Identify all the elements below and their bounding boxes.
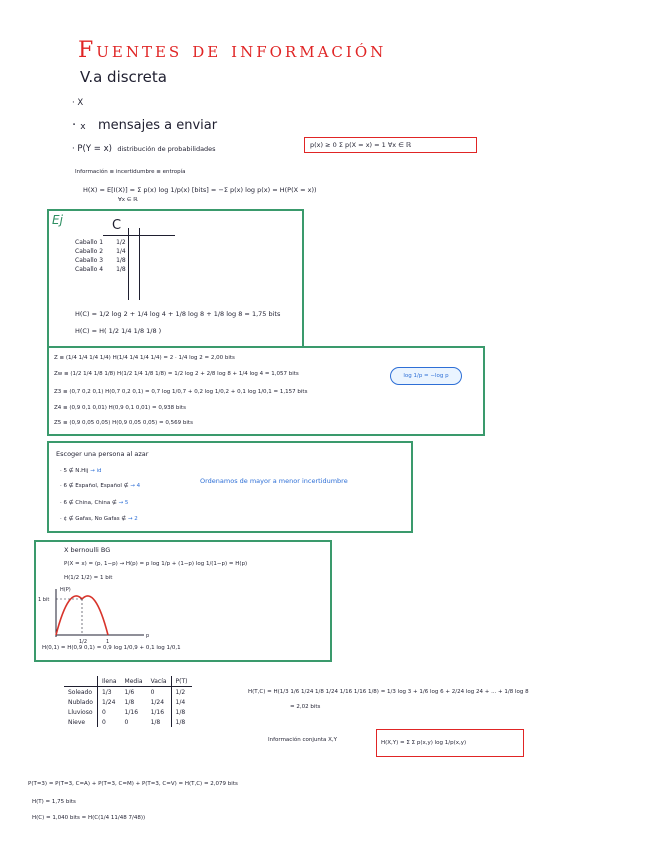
table-row: [72, 256, 129, 265]
bottom-line-2: H(T) = 1,75 bits: [32, 799, 76, 805]
horse-name: Caballo 2: [75, 248, 104, 255]
table-cell: 1/16: [150, 708, 165, 716]
plot-one-label: 1: [106, 639, 110, 645]
bernoulli-example: H(0,1) = H(0,9 0,1) = 0,9 log 1/0,9 + 0,1 log 1/0,1: [42, 645, 181, 651]
probability-box: p(x) ≥ 0 Σ p(X = x) = 1 ∀x ∈ ℝ: [304, 137, 477, 153]
table-cell: 0: [97, 717, 120, 727]
table-header: [64, 676, 97, 687]
table-cell: 0: [124, 718, 129, 726]
list-item-arrow: → 5: [118, 500, 129, 506]
table-cell: 1/8: [171, 717, 191, 727]
list-item-text: · ¢ ∉ Gafas, No Gafas ∉: [60, 516, 127, 522]
horse-prob: 1/8: [116, 266, 126, 273]
table-header: Ilena: [97, 676, 120, 687]
horse-prob: 1/8: [116, 257, 126, 264]
bullet-distribution-mark: P(Y = x): [77, 144, 112, 154]
joint-entropy-result: = 2,02 bits: [290, 704, 321, 710]
horse-name: Caballo 3: [75, 257, 104, 264]
table-cell: 1/6: [124, 688, 135, 696]
entropy-c-calc: H(C) = 1/2 log 2 + 1/4 log 4 + 1/8 log 8 + 1/8 log 8 = 1,75 bits: [75, 310, 281, 318]
table-header: P(T): [171, 676, 191, 687]
bullet-x-text: X: [77, 98, 84, 108]
plot-half-label: 1/2: [79, 639, 88, 645]
table-header: Vacía: [150, 677, 167, 685]
bullet-messages-mark: x: [80, 122, 86, 132]
entropy-example-line: Z ≡ (1/4 1/4 1/4 1/4) H(1/4 1/4 1/4 1/4) = 2 · 1/4 log 2 = 2,00 bits: [54, 355, 235, 361]
entropy-c-vector: H(C) = H( 1/2 1/4 1/8 1/8 ): [75, 327, 162, 335]
bullet-messages-text: mensajes a enviar: [98, 118, 218, 133]
horse-name: Caballo 1: [75, 239, 104, 246]
table-cell: 1/8: [124, 698, 135, 706]
bullet-distribution: · P(Y = x) distribución de probabilidades: [72, 144, 216, 154]
table-cell: 1/24: [97, 697, 120, 707]
horse-table-vline-2: [139, 228, 140, 300]
table-cell: Soleado: [68, 688, 92, 696]
list-item: [60, 516, 138, 522]
list-item-arrow: → id: [90, 468, 102, 474]
binary-entropy-plot: [36, 583, 156, 645]
table-row: [64, 687, 192, 698]
bernoulli-max: H(1/2 1/2) = 1 bit: [64, 575, 113, 581]
example-label: Ej: [52, 213, 63, 227]
joint-entropy-calc: H(T,C) = H(1/3 1/6 1/24 1/8 1/24 1/16 1/16 1/8) = 1/3 log 3 + 1/6 log 6 + 2/24 log 24 + ... + 1/8 log 8: [248, 689, 529, 695]
table-cell: Nublado: [68, 698, 93, 706]
random-person-title: Escoger una persona al azar: [56, 450, 149, 458]
entropy-formula: H(X) = E[I(X)] = Σ p(x) log 1/p(x) [bits] = −Σ p(x) log p(x) = H(P(X = x)): [83, 186, 317, 194]
table-cell: 1/3: [97, 687, 120, 698]
plot-p-label: p: [146, 633, 150, 639]
horse-prob: 1/2: [116, 239, 126, 246]
bullet-x: · X: [72, 98, 84, 108]
bullet-distribution-text: distribución de probabilidades: [117, 145, 216, 153]
list-item: [60, 468, 101, 474]
table-row: [72, 247, 129, 256]
va-heading: V.a discreta: [80, 68, 167, 86]
bottom-line-1: P(T=3) = P(T=3, C=A) + P(T=3, C=M) + P(T=3, C=V) = H(T,C) = 2,079 bits: [28, 781, 238, 787]
table-row: [72, 238, 129, 247]
list-item: [60, 483, 140, 489]
bottom-line-3: H(C) = 1,040 bits = H(C(1/4 11/48 7/48)): [32, 815, 146, 821]
table-cell: 0: [150, 688, 155, 696]
table-row: [64, 697, 192, 707]
table-row: [64, 707, 192, 717]
table-cell: 1/8: [171, 707, 191, 717]
page-title: Fuentes de información: [78, 38, 387, 63]
table-header-row: [64, 676, 192, 687]
table-cell: Lluvioso: [68, 708, 93, 716]
joint-entropy-box: H(X,Y) = Σ Σ p(x,y) log 1/p(x,y): [376, 729, 524, 757]
table-header: Media: [124, 677, 143, 685]
entropy-example-line: Z5 ≡ (0,9 0,05 0,05) H(0,9 0,05 0,05) = 0,569 bits: [54, 420, 193, 426]
list-item-text: · 6 ∉ China, China ∉: [60, 500, 117, 506]
bernoulli-entropy: P(X = x) = (p, 1−p) → H(p) = p log 1/p + (1−p) log 1/(1−p) = H(p): [64, 561, 248, 567]
table-cell: 0: [97, 707, 120, 717]
uncertainty-order-note: Ordenamos de mayor a menor incertidumbre: [200, 477, 348, 485]
joint-probability-table: [64, 676, 192, 727]
table-cell: Nieve: [68, 718, 86, 726]
list-item: [60, 500, 128, 506]
entropy-example-line: Zw ≡ (1/2 1/4 1/8 1/8) H(1/2 1/4 1/8 1/8) = 1/2 log 2 + 2/8 log 8 + 1/4 log 4 = 1,057 bits: [54, 371, 299, 377]
entropy-example-line: Z4 ≡ (0,9 0,1 0,01) H(0,9 0,1 0,01) = 0,938 bits: [54, 405, 186, 411]
table-row: [64, 717, 192, 727]
horse-table: [72, 238, 129, 274]
table-cell: 1/16: [124, 708, 139, 716]
bullet-messages: · x mensajes a enviar: [72, 118, 218, 133]
table-cell: 1/8: [150, 718, 161, 726]
list-item-arrow: → 4: [130, 483, 141, 489]
log-identity-bubble: log 1/p = −log p: [390, 367, 462, 385]
table-cell: 1/24: [150, 698, 165, 706]
table-cell: 1/4: [171, 697, 191, 707]
plot-one-bit-label: 1 bit: [38, 597, 50, 603]
horse-column-header: C: [112, 218, 122, 233]
info-line: Información ≡ incertidumbre ≡ entropía: [75, 169, 186, 175]
entropy-example-line: Z3 ≡ (0,7 0,2 0,1) H(0,7 0,2 0,1) = 0,7 log 1/0,7 + 0,2 log 1/0,2 + 0,1 log 1/0,1 = 1,157 bits: [54, 389, 308, 395]
table-cell: 1/2: [171, 687, 191, 698]
horse-prob: 1/4: [116, 248, 126, 255]
bernoulli-title: X bernoulli BG: [64, 546, 111, 554]
table-row: [72, 265, 129, 274]
list-item-arrow: → 2: [127, 516, 138, 522]
list-item-text: · 6 ∉ Español, Español ∉: [60, 483, 129, 489]
entropy-sum-subscript: ∀x ∈ ℝ: [118, 197, 138, 203]
joint-information-label: Información conjunta X,Y: [268, 737, 337, 743]
plot-y-label: H(P): [60, 587, 71, 593]
list-item-text: · 5 ∉ N.Hij: [60, 468, 89, 474]
horse-name: Caballo 4: [75, 266, 104, 273]
